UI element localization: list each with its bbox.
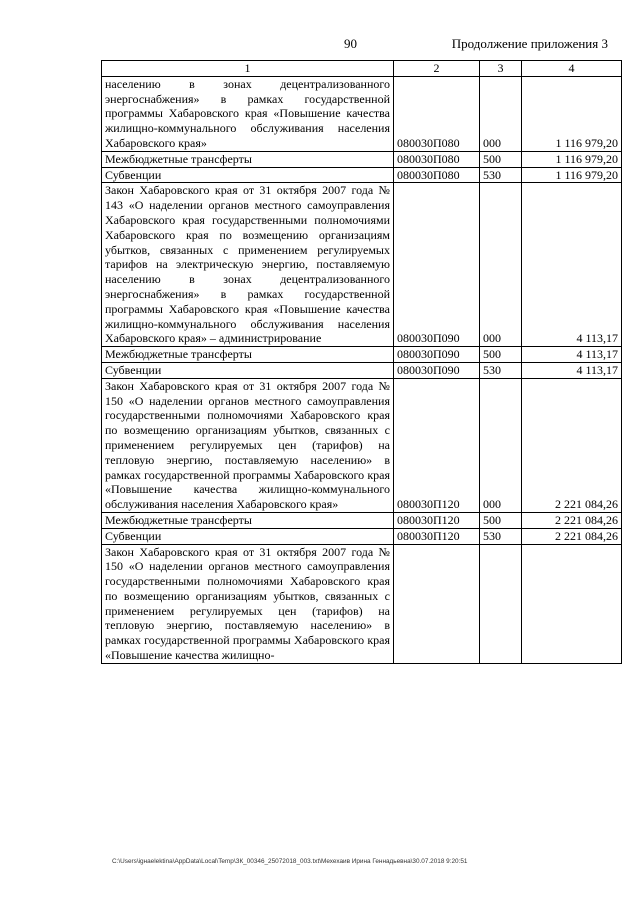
row-name-cell: Субвенции (102, 362, 394, 378)
table-row (102, 378, 622, 512)
budget-table (101, 60, 622, 664)
row-code-cell: 080030П120 (394, 528, 480, 544)
row-name-cell: Закон Хабаровского края от 31 октября 2007 года № 143 «О наделении органов местного самоуправления Хабаровского края государственными полномочиями Хабаровского края по возмещению организациям убытков, связанных с применением регулируемых тарифов на электрическую энергию, поставляемую населению в зонах децентрализованного энергоснабжения» в рамках государственной программы Хабаровского края «Повышение качества жилищно-коммунального обслуживания населения Хабаровского края» – администрирование (102, 183, 394, 347)
row-code-cell: 080030П090 (394, 183, 480, 347)
row-name-cell: Закон Хабаровского края от 31 октября 2007 года № 150 «О наделении органов местного самоуправления государственными полномочиями Хабаровского края по возмещению организациям убытков, связанных с применением регулируемых цен (тарифов) на тепловую энергию, поставляемую населению» в рамках государственной программы Хабаровского края «Повышение качества жилищно- (102, 544, 394, 663)
column-header-1: 1 (102, 61, 394, 77)
row-amount-cell: 1 116 979,20 (522, 76, 622, 151)
table-row (102, 167, 622, 183)
row-code-cell: 080030П080 (394, 76, 480, 151)
table-row (102, 362, 622, 378)
table-row (102, 347, 622, 363)
row-name-cell: Закон Хабаровского края от 31 октября 2007 года № 150 «О наделении органов местного самоуправления государственными полномочиями Хабаровского края по возмещению организациям убытков, связанных с применением регулируемых цен (тарифов) на тепловую энергию, поставляемую населению» в рамках государственной программы Хабаровского края «Повышение качества жилищно-коммунального обслуживания населения Хабаровского края» (102, 378, 394, 512)
row-amount-cell: 1 116 979,20 (522, 151, 622, 167)
column-header-4: 4 (522, 61, 622, 77)
row-code-cell: 080030П080 (394, 167, 480, 183)
table-header-row (102, 61, 622, 77)
row-type-cell: 000 (480, 76, 522, 151)
row-code-cell (394, 544, 480, 663)
row-amount-cell: 2 221 084,26 (522, 512, 622, 528)
table-row (102, 76, 622, 151)
table-row (102, 512, 622, 528)
row-amount-cell: 1 116 979,20 (522, 167, 622, 183)
row-code-cell: 080030П090 (394, 347, 480, 363)
row-code-cell: 080030П090 (394, 362, 480, 378)
column-header-2: 2 (394, 61, 480, 77)
table-row (102, 183, 622, 347)
file-path-footer: C:\Users\igнaelektina\AppData\Local\Temp\ЗК_00346_25072018_003.txt\Мехехаив Ирина Геннадьевна\30.07.2018 9:20:51 (112, 858, 468, 865)
row-name-cell: населению в зонах децентрализованного энергоснабжения» в рамках государственной программы Хабаровского края «Повышение качества жилищно-коммунального обслуживания населения Хабаровского края» (102, 76, 394, 151)
row-type-cell: 500 (480, 151, 522, 167)
row-amount-cell: 4 113,17 (522, 347, 622, 363)
row-code-cell: 080030П120 (394, 378, 480, 512)
row-type-cell: 530 (480, 362, 522, 378)
row-type-cell: 000 (480, 378, 522, 512)
row-type-cell: 000 (480, 183, 522, 347)
row-amount-cell (522, 544, 622, 663)
row-amount-cell: 2 221 084,26 (522, 528, 622, 544)
row-name-cell: Субвенции (102, 167, 394, 183)
column-header-3: 3 (480, 61, 522, 77)
row-name-cell: Субвенции (102, 528, 394, 544)
row-name-cell: Межбюджетные трансферты (102, 512, 394, 528)
row-name-cell: Межбюджетные трансферты (102, 151, 394, 167)
row-type-cell: 500 (480, 347, 522, 363)
row-code-cell: 080030П080 (394, 151, 480, 167)
row-amount-cell: 4 113,17 (522, 362, 622, 378)
page-header (0, 36, 640, 56)
row-amount-cell: 2 221 084,26 (522, 378, 622, 512)
table-row (102, 151, 622, 167)
table-row (102, 528, 622, 544)
row-type-cell: 530 (480, 528, 522, 544)
row-name-cell: Межбюджетные трансферты (102, 347, 394, 363)
row-type-cell: 530 (480, 167, 522, 183)
page-number: 90 (344, 36, 357, 51)
row-type-cell (480, 544, 522, 663)
row-type-cell: 500 (480, 512, 522, 528)
row-amount-cell: 4 113,17 (522, 183, 622, 347)
table-body (102, 76, 622, 663)
row-code-cell: 080030П120 (394, 512, 480, 528)
table-row (102, 544, 622, 663)
page-continuation-label: Продолжение приложения 3 (451, 36, 608, 51)
